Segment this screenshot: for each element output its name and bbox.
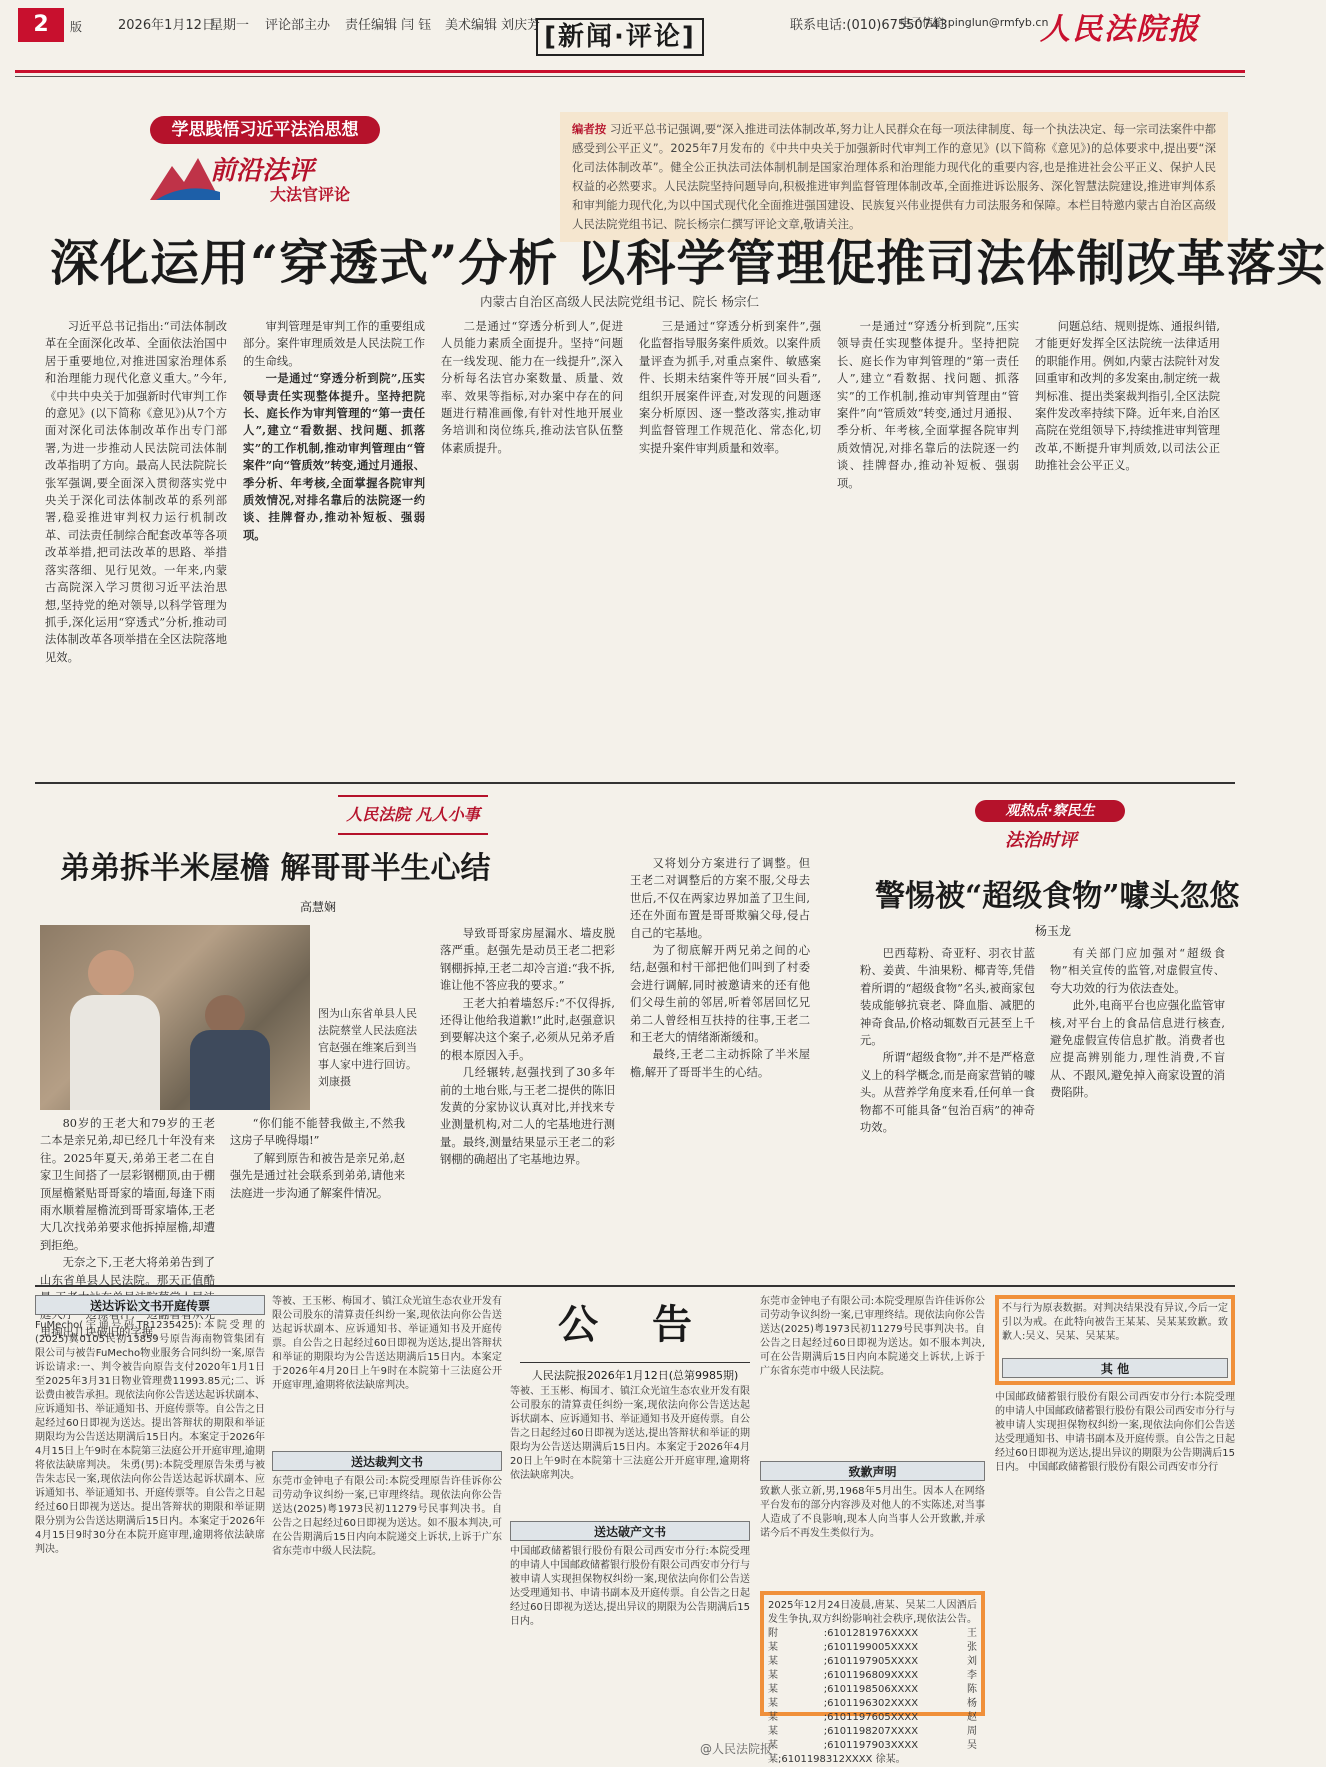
ann-box-title-3: 送达破产文书 [510,1521,750,1541]
main-byline: 内蒙古自治区高级人民法院党组书记、院长 杨宗仁 [480,294,759,309]
issue-date: 2026年1月12日 [118,18,215,33]
ann-text-f: 东莞市金钟电子有限公司:本院受理原告许佳诉你公司劳动争议纠纷一案,已审理终结。现依法向你公告送达(2025)粤1973民初11279号民事判决书。自公告之日起经过60日即视为送达。如不服本判决,可在公告期满后15日内向本院递交上诉状,上诉于广东省东莞市中级人民法院。 [760,1296,985,1377]
ann-highlight-other [995,1295,1235,1385]
ann-text-d: 等被、王玉彬、梅国才、镇江众光谊生态农业开发有限公司股东的清算责任纠纷一案,现依法向你公告送达起诉状副本、应诉通知书、举证通知书及开庭传票。自公告之日起经过60日即视为送达,提出答辩状和举证的期限均为公告送达期满后15日内。本案定于2026年4月20日上午9时在本院第十三法庭公开开庭审理,逾期将依法缺席判决。 [510,1386,750,1481]
ann-col-5 [995,1295,1235,1721]
page-suffix: 版 [70,20,83,34]
ann-text-h: 不与行为原表数据。对判决结果没有异议,今后一定引以为戒。在此特向被告王某某、吴某某致歉。致歉人:吴义、吴某、吴某某。 [1002,1303,1228,1342]
editor-note-label: 编者按 [572,122,607,136]
ann-text-e: 中国邮政储蓄银行股份有限公司西安市分行:本院受理的申请人中国邮政储蓄银行股份有限公司西安市分行与被申请人实现担保物权纠纷一案,现依法向你们公告送达受理通知书、申请书副本及开庭传票。自公告之日起经过60日即视为送达,提出异议的期限为公告期满后15日内。 [510,1546,750,1627]
section-divider [35,782,1235,784]
story-photo [40,925,310,1110]
masthead [0,0,1260,78]
ann-col-4 [760,1295,985,1765]
editor-note [560,112,1228,242]
side-banner [965,800,1145,852]
newspaper-logo: 人民法院报 [1040,12,1200,47]
side-title: 警惕被“超级食物”噱头忽悠 [875,879,1240,914]
announcement-subtitle: 人民法院报2026年1月12日(总第9985期) [531,1369,739,1382]
ann-highlight-notice: 2025年12月24日凌晨,唐某、吴某二人因酒后发生争执,双方纠纷影响社会秩序,现依法公告。附:6101281976XXXX 王某;6101199005XXXX 张某;6101197905XXXX 刘某;6101196809XXXX 李某;6101198506XXXX 陈某;6101196302XXXX 杨某;6101197605XXXX 赵某;6101198207XXXX 周某;6101197903XXXX 吴某;6101198312XXXX 徐某。 [760,1591,985,1716]
header-rule-thin [15,76,1245,77]
page-number: 2 [18,8,64,42]
ann-text-i: 中国邮政储蓄银行股份有限公司西安市分行:本院受理的申请人中国邮政储蓄银行股份有限公司西安市分行与被申请人实现担保物权纠纷一案,现依法向你们公告送达受理通知书、申请书副本及开庭传票。自公告之日起经过60日即视为送达,提出异议的期限为公告期满后15日内。 中国邮政储蓄银行股份有限公司西安市分行 [995,1392,1235,1473]
column-title: 前沿法评 [210,156,315,186]
story-author: 高慧娴 [300,900,337,914]
contact-phone: 联系电话:(010)67550743 [790,18,948,33]
art-editor: 美术编辑 刘庆芳 [445,18,541,33]
column-banner [150,110,410,206]
side-banner-bottom: 法治时评 [1005,830,1077,851]
ann-col-2 [272,1295,502,1735]
watermark: @人民法院报 [700,1742,773,1756]
ann-box-title-5: 其 他 [1002,1358,1228,1378]
side-author: 杨玉龙 [1035,924,1072,938]
photo-caption: 图为山东省单县人民法院蔡堂人民法庭法官赵强在维案后到当事人家中进行回访。 刘康摄 [318,1007,417,1088]
ann-col-3 [510,1385,750,1765]
chief-editor: 责任编辑 闫 钰 [345,18,432,33]
ann-box-title-4: 致歉声明 [760,1461,985,1481]
story-title: 弟弟拆半米屋檐 解哥哥半生心结 [60,851,491,886]
host-dept: 评论部主办 [265,18,331,33]
side-banner-top: 观热点·察民生 [975,800,1125,822]
section-tag: [新闻·评论] [536,18,704,56]
contact-email: 电子信箱:pinglun@rmfyb.cn [900,16,1049,29]
story-banner: 人民法院 凡人小事 [338,795,488,835]
ann-text-g: 致歉人张立新,男,1968年5月出生。因本人在网络平台发布的部分内容涉及对他人的不实陈述,对当事人造成了不良影响,现本人向当事人公开致歉,并承诺今后不再发生类似行为。 [760,1486,985,1539]
ann-text-b: 等被、王玉彬、梅国才、镇江众光谊生态农业开发有限公司股东的清算责任纠纷一案,现依法向你公告送达起诉状副本、应诉通知书、举证通知书及开庭传票。自公告之日起经过60日即视为送达,提出答辩状和举证的期限均为公告送达期满后15日内。本案定于2026年4月20日上午9时在本院第十三法庭公开开庭审理,逾期将依法缺席判决。 [272,1296,502,1391]
ann-text-a: FuMecho(宇通号码TR1235425):本院受理的(2025)冀0105民初13859号原告海南物管集团有限公司与被告FuMecho物业服务合同纠纷一案,原告诉讼请求:一、判令被告向原告支付2020年1月1日至2025年3月31日物业管理费11993.85元;二、诉讼费由被告承担。现依法向你公告送达起诉状副本、应诉通知书、举证通知书、开庭传票等。自公告之日起经过60日即视为送达。提出答辩状的期限和举证期限均为公告送达期满后15日内。本案定于2026年4月15日上午9时在本院第三法庭公开开庭审理,逾期将依法缺席判决。 朱勇(男):本院受理原告朱勇与被告朱志民一案,现依法向你公告送达起诉状副本、应诉通知书、举证通知书、开庭传票等。自公告之日起经过60日即视为送达。提出答辩状的期限和举证期限分别为公告送达期满后15日内。本案定于2026年4月15日9时30分在本院开庭审理,逾期将依法缺席判决。 [35,1320,266,1555]
header-rule [15,70,1245,73]
column-ribbon: 学思践悟习近平法治思想 [150,116,380,144]
ann-text-c: 东莞市金钟电子有限公司:本院受理原告许佳诉你公司劳动争议纠纷一案,已审理终结。现依法向你公告送达(2025)粤1973民初11279号民事判决书。自公告之日起经过60日即视为送达。如不服本判决,可在公告期满后15日内向本院递交上诉状,上诉于广东省东莞市中级人民法院。 [272,1476,502,1557]
issue-weekday: 星期一 [210,18,250,33]
ann-col-1 [35,1295,265,1739]
ann-box-title-1: 送达诉讼文书开庭传票 [35,1295,265,1315]
announcement-title: 公 告 [520,1295,750,1363]
column-subtitle: 大法官评论 [270,185,351,204]
editor-note-text: 习近平总书记强调,要“深入推进司法体制改革,努力让人民群众在每一项法律制度、每一个执法决定、每一宗司法案件中都感受到公平正义”。2025年7月发布的《中共中央关于加强新时代审判工作的意见》(以下简称《意见》)的总体要求中,提出要“深化司法体制改革”。健全公正执法司法体制机制是国家治理体系和治理能力现代化的重要内容,也是推进社会公平正义、保护人民权益的必然要求。人民法院坚持问题导向,积极推进审判监督管理体制改革,全面推进诉讼服务、深化智慧法院建设,推进审判体系和审判能力现代化,为以中国式现代化全面推进强国建设、民族复兴伟业提供有力司法服务和保障。本栏目特邀内蒙古自治区高级人民法院党组书记、院长杨宗仁撰写评论文章,敬请关注。 [572,122,1216,231]
main-headline: 深化运用“穿透式”分析 以科学管理促推司法体制改革落实 [50,234,1326,292]
ann-box-title-2: 送达裁判文书 [272,1451,502,1471]
